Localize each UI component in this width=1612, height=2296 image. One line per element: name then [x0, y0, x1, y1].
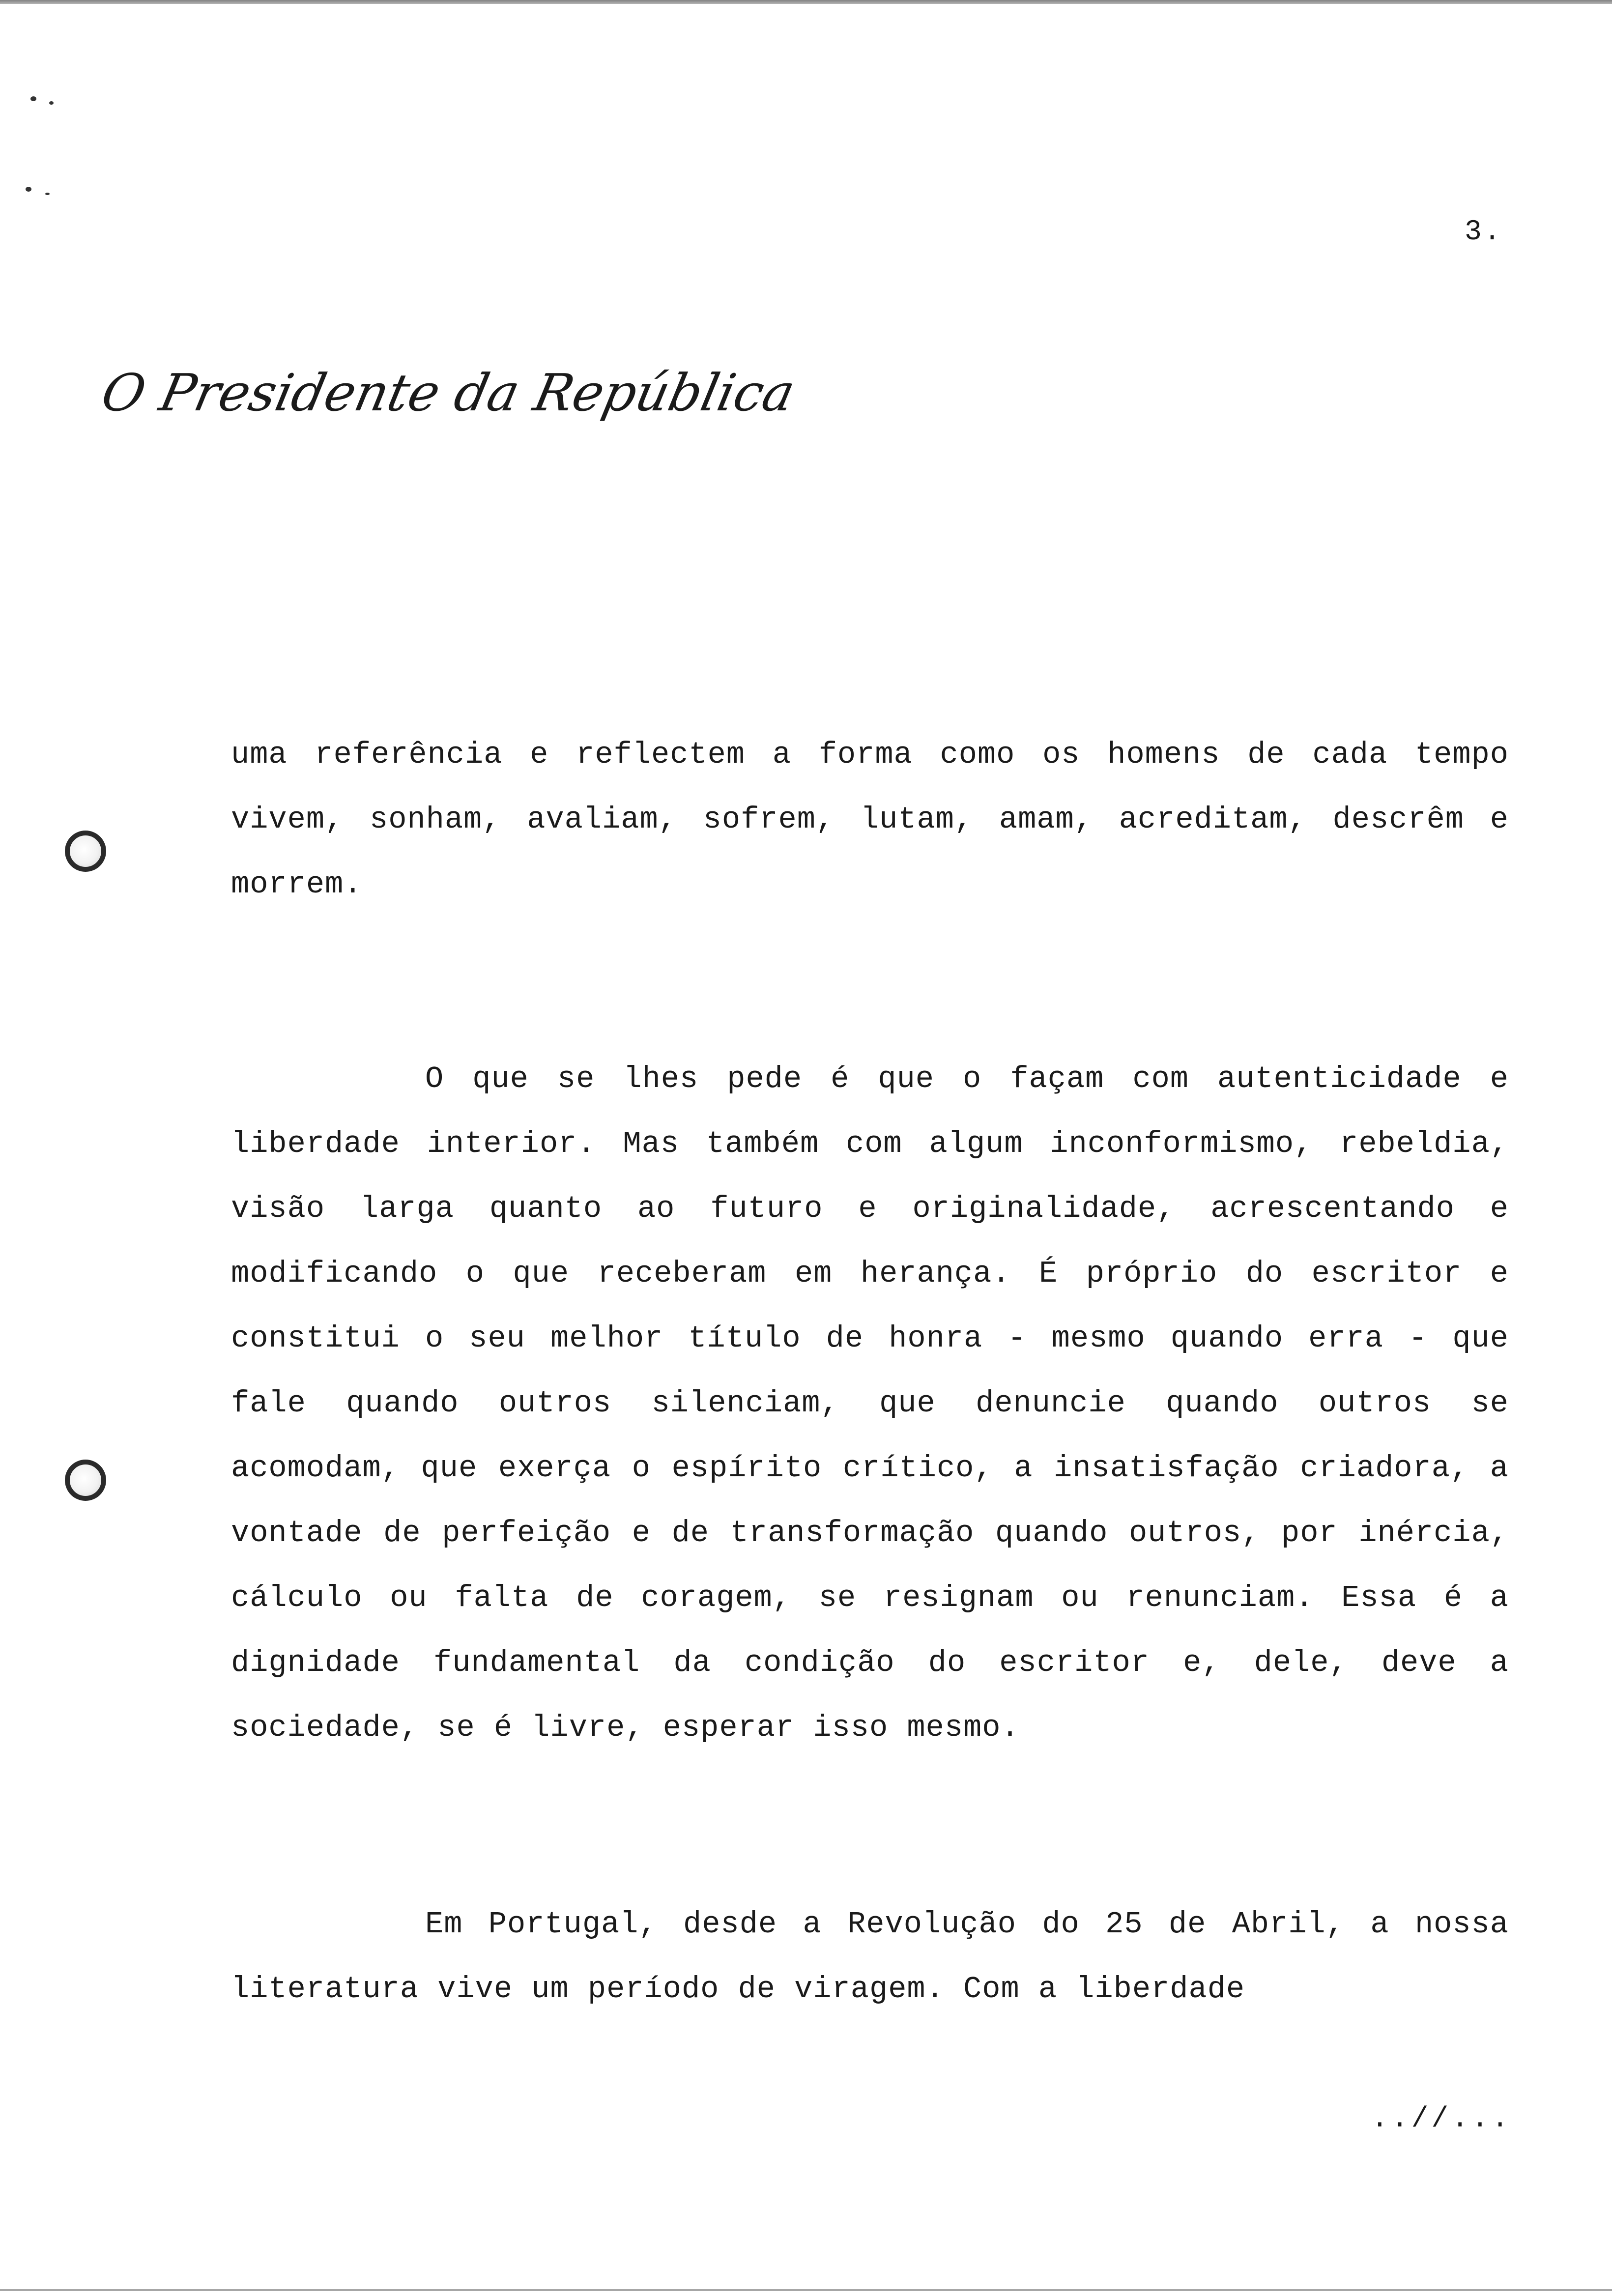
- scan-speck: [26, 187, 31, 192]
- bottom-edge-rule: [0, 2289, 1612, 2291]
- paragraph-3: Em Portugal, desde a Revolução do 25 de Abril, a nossa literatura vive um período de viragem. Com a liberdade: [231, 1907, 1509, 2007]
- paragraph-1: uma referência e reflectem a forma como os homens de cada tempo vivem, sonham, avaliam, sofrem, lutam, amam, acreditam, descrêm e morrem.: [231, 737, 1509, 902]
- top-edge-rule: [0, 0, 1612, 4]
- letterhead: [96, 356, 801, 430]
- scan-speck: [30, 96, 36, 101]
- paragraph-2: O que se lhes pede é que o façam com autenticidade e liberdade interior. Mas também com algum inconformismo, rebeldia, visão larga quanto ao futuro e originalidade, acrescentando e modificando o que receberam em herança. É próprio do escritor e constitui o seu melhor título de honra - mesmo quando erra - que fale quando outros silenciam, que denuncie quando outros se acomodam, que exerça o espírito crítico, a insatisfação criadora, a vontade de perfeição e de transformação quando outros, por inércia, cálculo ou falta de coragem, se resignam ou renunciam. Essa é a dignidade fundamental da condição do escritor e, dele, deve a sociedade, se é livre, esperar isso mesmo.: [231, 1062, 1509, 1745]
- scan-speck: [49, 101, 54, 105]
- punch-hole-lower: [65, 1460, 106, 1501]
- scan-speck: [45, 193, 50, 195]
- punch-hole-upper: [65, 831, 106, 872]
- letterhead-text: O Presidente da República: [96, 363, 801, 423]
- page-number: 3.: [1465, 216, 1503, 248]
- letterhead-script-logo: [96, 356, 801, 430]
- continuation-mark: ..//...: [1371, 2103, 1512, 2135]
